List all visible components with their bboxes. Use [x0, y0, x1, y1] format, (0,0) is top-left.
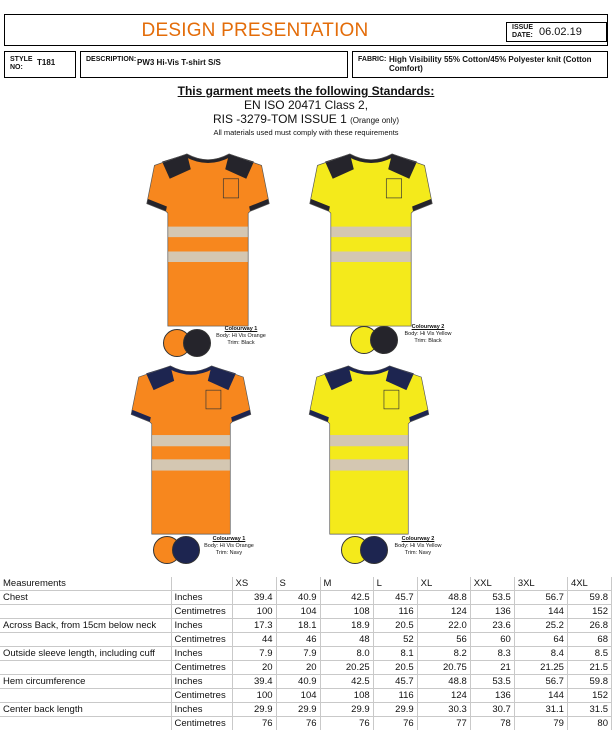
swatch-trim-black: [370, 326, 398, 354]
table-cell: 48: [320, 633, 373, 647]
standards-block: [0, 84, 612, 138]
table-cell: 44: [232, 633, 276, 647]
table-header-cell: 3XL: [514, 577, 567, 591]
issue-date-box: [506, 22, 607, 42]
table-cell: 136: [470, 689, 514, 703]
table-cell: 20: [276, 661, 320, 675]
table-row: [0, 661, 612, 675]
table-cell: 116: [373, 605, 417, 619]
table-cell: Inches: [171, 675, 232, 689]
colourway-1-black-label: Colourway 1 Body: Hi Vis Orange Trim: Black: [216, 326, 266, 346]
table-cell: Centimetres: [171, 633, 232, 647]
table-cell: 20.75: [417, 661, 470, 675]
table-cell: 39.4: [232, 675, 276, 689]
table-cell: 22.0: [417, 619, 470, 633]
table-cell: 52: [373, 633, 417, 647]
table-cell: [0, 661, 171, 675]
standard-ris: RIS -3279-TOM ISSUE 1 (Orange only): [212, 112, 400, 126]
table-cell: 76: [276, 717, 320, 730]
swatch-trim-black: [183, 329, 211, 357]
table-row: [0, 675, 612, 689]
table-cell: 100: [232, 605, 276, 619]
table-cell: 40.9: [276, 591, 320, 605]
table-cell: 64: [514, 633, 567, 647]
description-label: DESCRIPTION:: [86, 56, 137, 63]
table-cell: [0, 605, 171, 619]
table-cell: Inches: [171, 703, 232, 717]
table-cell: 42.5: [320, 675, 373, 689]
colourway-2-navy-label: Colourway 2 Body: Hi Vis Yellow Trim: Navy: [394, 536, 442, 556]
colourway-2-black-label: Colourway 2 Body: Hi Vis Yellow Trim: Black: [404, 324, 452, 344]
tshirt-orange-black-trim: [144, 152, 272, 328]
style-label: STYLE NO:: [10, 56, 33, 71]
table-cell: 21.25: [514, 661, 567, 675]
table-row: [0, 591, 612, 605]
style-number: T181: [37, 58, 56, 67]
issue-date-value: 06.02.19: [539, 26, 582, 38]
table-cell: 60: [470, 633, 514, 647]
table-cell: 8.4: [514, 647, 567, 661]
table-cell: 100: [232, 689, 276, 703]
table-cell: 29.9: [320, 703, 373, 717]
table-header-cell: [171, 577, 232, 591]
table-cell: 29.9: [232, 703, 276, 717]
table-cell: 20.5: [373, 619, 417, 633]
table-cell: 8.0: [320, 647, 373, 661]
table-cell: 8.5: [567, 647, 611, 661]
issue-date-label: ISSUE DATE:: [512, 24, 534, 39]
table-header-cell: S: [276, 577, 320, 591]
table-cell: 20.25: [320, 661, 373, 675]
table-cell: 136: [470, 605, 514, 619]
style-box: [4, 51, 76, 78]
table-row: [0, 689, 612, 703]
table-header-cell: XS: [232, 577, 276, 591]
fabric-value: High Visibility 55% Cotton/45% Polyester knit (Cotton Comfort): [389, 55, 592, 73]
table-cell: [0, 689, 171, 703]
tshirt-yellow-black-drawing: [310, 154, 432, 326]
tshirt-yellow-black-trim: [307, 152, 435, 328]
table-cell: 76: [232, 717, 276, 730]
table-cell: 25.2: [514, 619, 567, 633]
table-cell: 46: [276, 633, 320, 647]
table-cell: 53.5: [470, 675, 514, 689]
fabric-label: FABRIC:: [358, 56, 387, 63]
description-value: PW3 Hi-Vis T-shirt S/S: [137, 58, 221, 67]
table-cell: 152: [567, 605, 611, 619]
table-cell: Inches: [171, 591, 232, 605]
table-cell: 31.1: [514, 703, 567, 717]
description-box: [80, 51, 348, 78]
table-cell: 76: [320, 717, 373, 730]
swatch-trim-navy: [172, 536, 200, 564]
table-cell: 144: [514, 689, 567, 703]
table-cell: 45.7: [373, 675, 417, 689]
standard-en-iso: EN ISO 20471 Class 2,: [243, 98, 369, 112]
info-bar: [4, 51, 608, 78]
fabric-box: [352, 51, 608, 78]
tshirt-orange-black-drawing: [147, 154, 269, 326]
table-cell: 23.6: [470, 619, 514, 633]
table-row: [0, 633, 612, 647]
page-title: DESIGN PRESENTATION: [141, 20, 369, 41]
table-cell: 20.5: [373, 661, 417, 675]
table-cell: [0, 633, 171, 647]
table-header-cell: L: [373, 577, 417, 591]
table-cell: 78: [470, 717, 514, 730]
table-row: [0, 647, 612, 661]
standard-ris-note: (Orange only): [350, 116, 400, 125]
table-cell: 20: [232, 661, 276, 675]
table-cell: 124: [417, 689, 470, 703]
table-cell: 124: [417, 605, 470, 619]
table-cell: [0, 717, 171, 730]
table-row: [0, 619, 612, 633]
table-cell: 40.9: [276, 675, 320, 689]
table-cell: Center back length: [0, 703, 171, 717]
table-cell: 21.5: [567, 661, 611, 675]
table-cell: 56.7: [514, 591, 567, 605]
table-cell: 17.3: [232, 619, 276, 633]
swatch-trim-navy: [360, 536, 388, 564]
table-header-row: [0, 577, 612, 591]
table-cell: 80: [567, 717, 611, 730]
table-cell: 18.1: [276, 619, 320, 633]
tshirt-orange-navy-drawing: [131, 366, 251, 534]
table-header-cell: 4XL: [567, 577, 611, 591]
table-cell: 144: [514, 605, 567, 619]
table-cell: 152: [567, 689, 611, 703]
table-cell: 56.7: [514, 675, 567, 689]
standards-note: All materials used must comply with these requirements: [213, 128, 399, 137]
header-bar: [4, 14, 608, 46]
measurements-table: [0, 577, 612, 730]
table-cell: 8.3: [470, 647, 514, 661]
table-cell: 77: [417, 717, 470, 730]
table-cell: 31.5: [567, 703, 611, 717]
table-cell: 79: [514, 717, 567, 730]
table-cell: 7.9: [276, 647, 320, 661]
table-cell: 29.9: [276, 703, 320, 717]
table-cell: Outside sleeve length, including cuff: [0, 647, 171, 661]
table-cell: 42.5: [320, 591, 373, 605]
table-cell: 59.8: [567, 675, 611, 689]
colourway-1-navy-label: Colourway 1 Body: Hi Vis Orange Trim: Navy: [204, 536, 254, 556]
table-cell: 8.1: [373, 647, 417, 661]
table-cell: 104: [276, 605, 320, 619]
tshirt-yellow-navy-trim: [305, 364, 433, 536]
table-cell: Centimetres: [171, 661, 232, 675]
table-cell: 45.7: [373, 591, 417, 605]
table-cell: Centimetres: [171, 717, 232, 730]
table-cell: 26.8: [567, 619, 611, 633]
table-cell: 56: [417, 633, 470, 647]
table-cell: 30.7: [470, 703, 514, 717]
table-cell: Hem circumference: [0, 675, 171, 689]
table-cell: 104: [276, 689, 320, 703]
table-cell: Across Back, from 15cm below neck: [0, 619, 171, 633]
table-cell: 48.8: [417, 675, 470, 689]
table-header-cell: Measurements: [0, 577, 171, 591]
table-row: [0, 703, 612, 717]
table-cell: 48.8: [417, 591, 470, 605]
table-cell: Chest: [0, 591, 171, 605]
table-header-cell: XL: [417, 577, 470, 591]
table-cell: 8.2: [417, 647, 470, 661]
table-cell: 59.8: [567, 591, 611, 605]
table-cell: 39.4: [232, 591, 276, 605]
table-header-cell: XXL: [470, 577, 514, 591]
standards-heading: This garment meets the following Standards:: [177, 84, 435, 98]
table-cell: 18.9: [320, 619, 373, 633]
table-cell: 108: [320, 605, 373, 619]
tshirt-orange-navy-trim: [127, 364, 255, 536]
table-cell: 7.9: [232, 647, 276, 661]
tshirt-yellow-navy-drawing: [309, 366, 429, 534]
table-cell: 108: [320, 689, 373, 703]
table-cell: 21: [470, 661, 514, 675]
table-row: [0, 717, 612, 730]
table-cell: 30.3: [417, 703, 470, 717]
table-cell: 29.9: [373, 703, 417, 717]
table-cell: Centimetres: [171, 605, 232, 619]
table-cell: Inches: [171, 619, 232, 633]
table-cell: 68: [567, 633, 611, 647]
table-cell: 76: [373, 717, 417, 730]
table-cell: Inches: [171, 647, 232, 661]
table-cell: Centimetres: [171, 689, 232, 703]
table-header-cell: M: [320, 577, 373, 591]
table-cell: 53.5: [470, 591, 514, 605]
table-cell: 116: [373, 689, 417, 703]
table-row: [0, 605, 612, 619]
